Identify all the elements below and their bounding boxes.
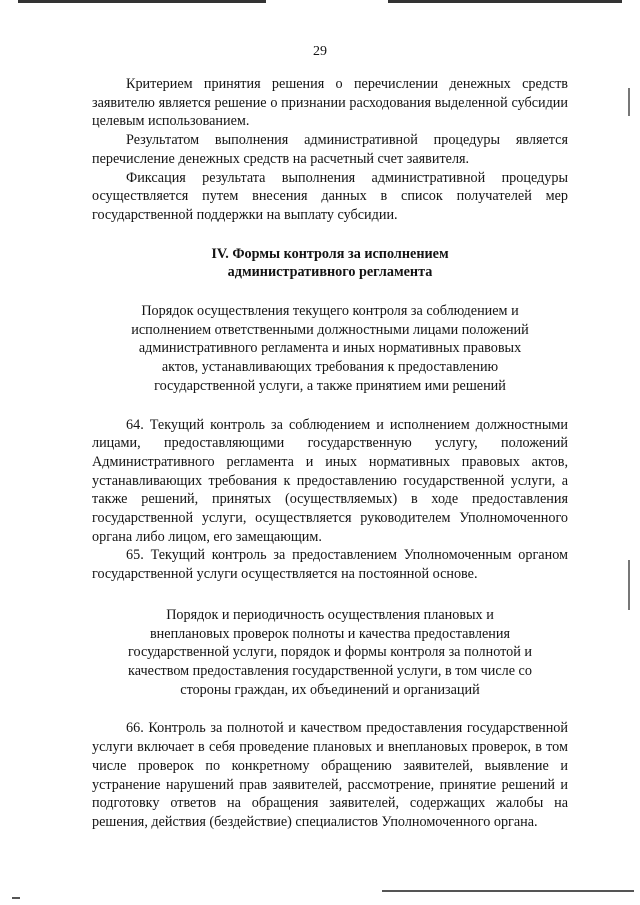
subheading-line: государственной услуги, а также принятием ими решений xyxy=(154,377,506,394)
scan-edge-mark xyxy=(628,88,630,116)
scan-bottom-dash xyxy=(12,897,20,899)
page-number: 29 xyxy=(313,44,327,59)
subheading-line: Порядок осуществления текущего контроля за соблюдением и xyxy=(141,303,519,320)
paragraph-64: 64. Текущий контроль за соблюдением и исполнением должностными лицами, предоставляющими государственную услугу, положений Административного регламента и иных нормативных правовых актов, устанавливающих требования к предоставлению государственной услуги, а также решений, принятых (осуществляемых) в ходе предоставления государственной услуги, осуществляется руководителем Уполномоченного органа либо лицом, его замещающим. xyxy=(92,416,568,545)
subheading-current-control xyxy=(92,302,568,396)
subheading-line: Порядок и периодичность осуществления плановых и xyxy=(166,606,494,623)
section-title-line: IV. Формы контроля за исполнением xyxy=(211,245,449,262)
paragraph: Фиксация результата выполнения административной процедуры осуществляется путем внесения данных в список получателей мер государственной поддержки на выплату субсидии. xyxy=(92,169,568,223)
scan-top-rule-left xyxy=(18,0,266,3)
subheading-inspections xyxy=(92,606,568,700)
paragraph-66: 66. Контроль за полнотой и качеством предоставления государственной услуги включает в себя проведение плановых и внеплановых проверок, в том числе проверок по конкретному обращению заявителей, выявление и устранение нарушений прав заявителей, рассмотрение, принятие решений и подготовку ответов на обращения заявителей, содержащих жалобы на решения, действия (бездействие) специалистов Уполномоченного органа. xyxy=(92,720,568,830)
document-body xyxy=(92,75,568,832)
subheading-line: актов, устанавливающих требования к предоставлению xyxy=(161,359,499,376)
subheading-line: исполнением ответственными должностными лицами положений xyxy=(131,321,529,338)
section-title xyxy=(92,245,568,282)
subheading-line: государственной услуги, порядок и формы контроля за полнотой и xyxy=(128,644,532,661)
paragraph: Результатом выполнения административной процедуры является перечисление денежных средств на расчетный счет заявителя. xyxy=(92,132,568,167)
scan-edge-mark xyxy=(628,560,630,610)
paragraph-65: 65. Текущий контроль за предоставлением Уполномоченным органом государственной услуги осуществляется на постоянной основе. xyxy=(92,547,568,583)
scan-top-rule-right xyxy=(388,0,622,3)
subheading-line: стороны граждан, их объединений и организаций xyxy=(180,681,480,698)
paragraph: Критерием принятия решения о перечислении денежных средств заявителю является решение о признании расходования выделенной субсидии целевым использованием. xyxy=(92,76,568,130)
subheading-line: качеством предоставления государственной услуги, в том числе со xyxy=(128,662,532,679)
section-title-line: административного регламента xyxy=(227,264,433,281)
scan-bottom-rule xyxy=(382,890,634,892)
subheading-line: внеплановых проверок полноты и качества предоставления xyxy=(149,625,510,642)
subheading-line: административного регламента и иных нормативных правовых xyxy=(138,340,522,357)
